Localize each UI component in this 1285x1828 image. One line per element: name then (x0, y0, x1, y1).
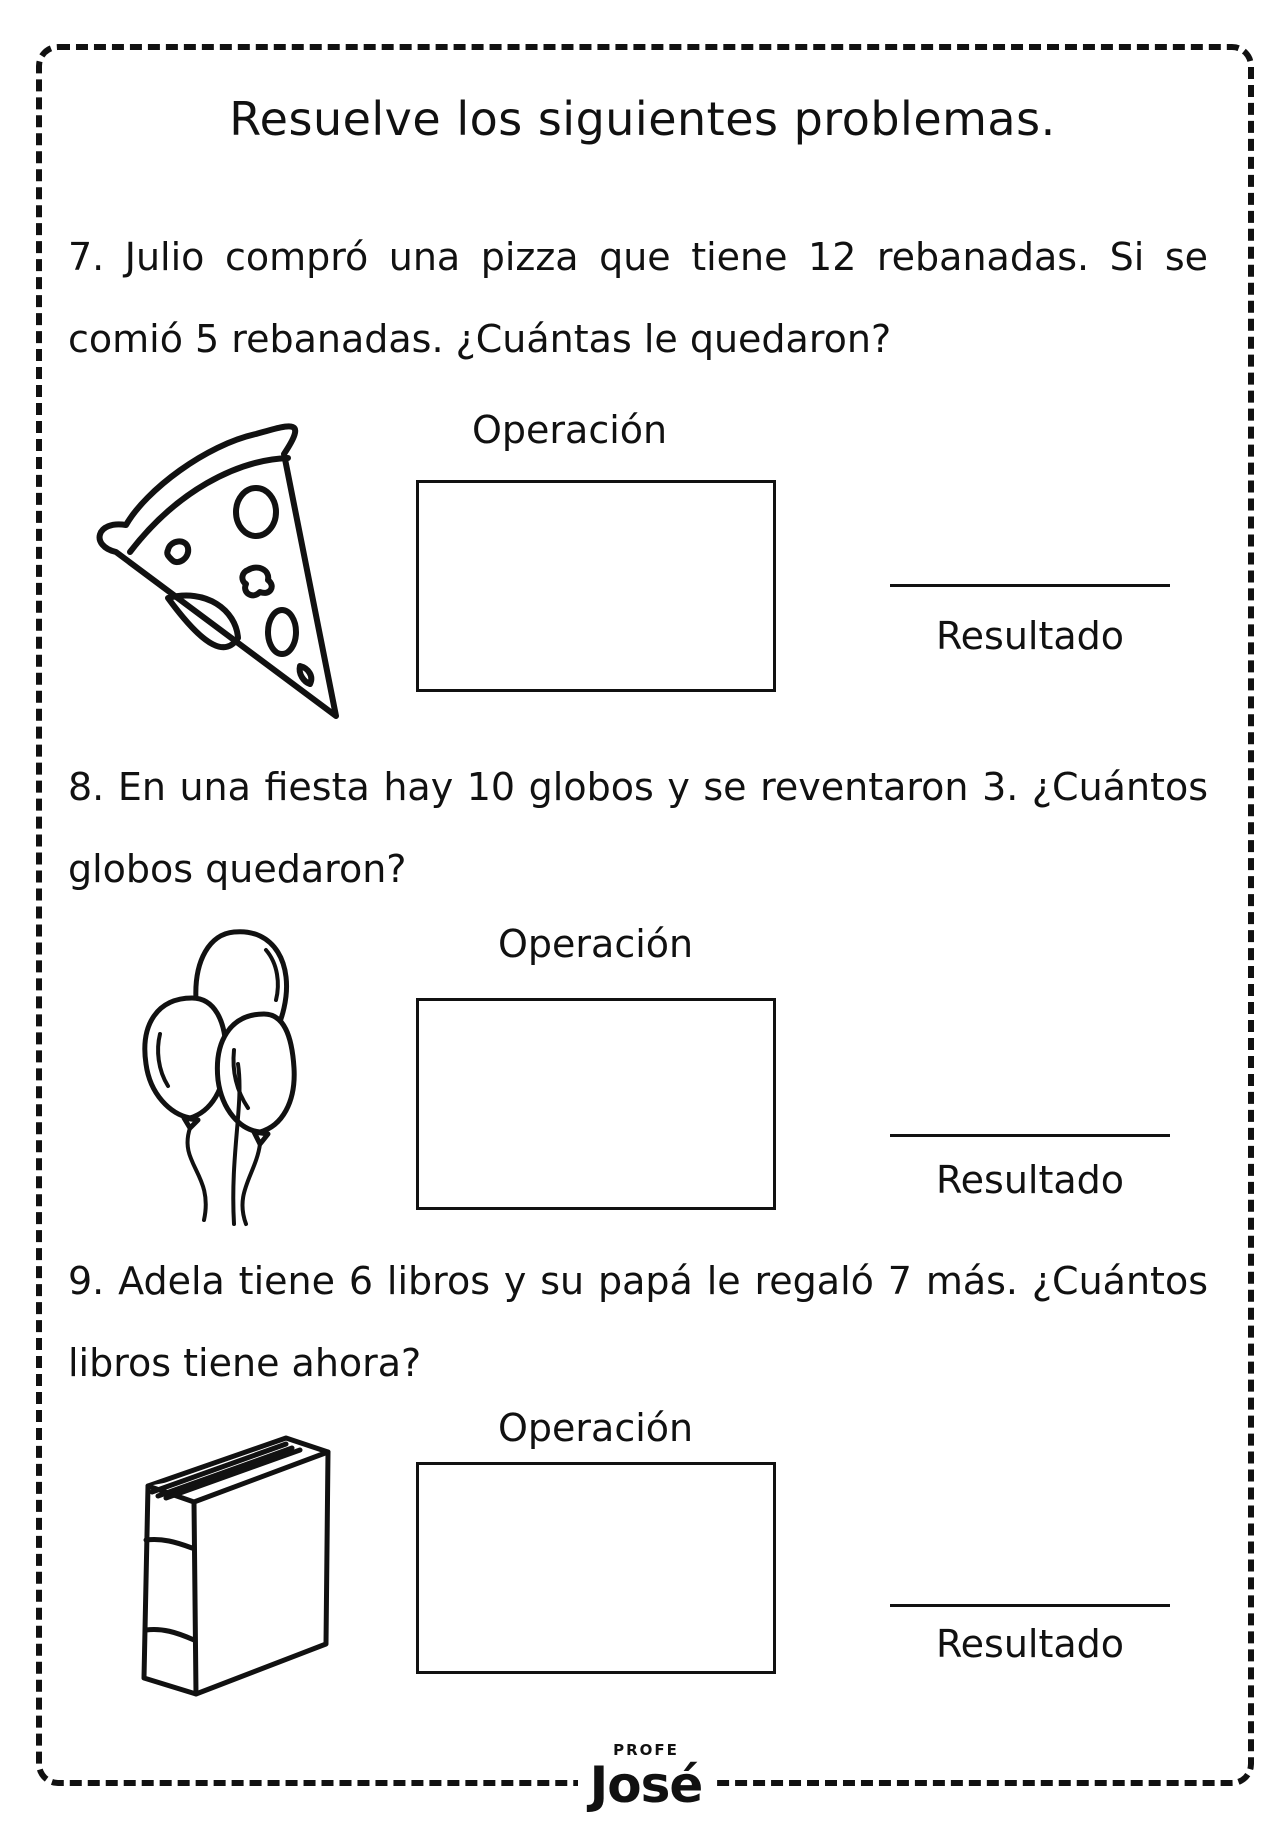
problem-7-result-label: Resultado (935, 614, 1125, 658)
profe-jose-logo (578, 1738, 714, 1818)
problem-7-operation-box[interactable] (416, 480, 776, 692)
worksheet-title: Resuelve los siguientes problemas. (229, 92, 1056, 146)
problem-8-result-line[interactable] (890, 1134, 1170, 1137)
problem-9-text: 9. Adela tiene 6 libros y su papá le regaló 7 más. ¿Cuántos libros tiene ahora? (68, 1259, 1208, 1385)
problem-7-operation-label: Operación (472, 408, 668, 452)
pizza-slice-icon (86, 420, 346, 724)
problem-9-result-label: Resultado (935, 1622, 1125, 1666)
problem-8-text: 8. En una fiesta hay 10 globos y se reventaron 3. ¿Cuántos globos quedaron? (68, 765, 1208, 891)
problem-8-operation-box[interactable] (416, 998, 776, 1210)
problem-8-operation-label: Operación (498, 922, 694, 966)
problem-9-operation-label: Operación (498, 1406, 694, 1450)
book-icon (136, 1430, 336, 1710)
problem-9-result-line[interactable] (890, 1604, 1170, 1607)
problem-9-operation-box[interactable] (416, 1462, 776, 1674)
problem-8-result-label: Resultado (935, 1158, 1125, 1202)
problem-7-text: 7. Julio compró una pizza que tiene 12 rebanadas. Si se comió 5 rebanadas. ¿Cuántas le quedaron? (68, 235, 1208, 361)
problem-7-result-line[interactable] (890, 584, 1170, 587)
logo-big-text: José (589, 1756, 703, 1814)
logo-small-text: PROFE (613, 1741, 679, 1759)
balloons-icon (134, 924, 334, 1232)
